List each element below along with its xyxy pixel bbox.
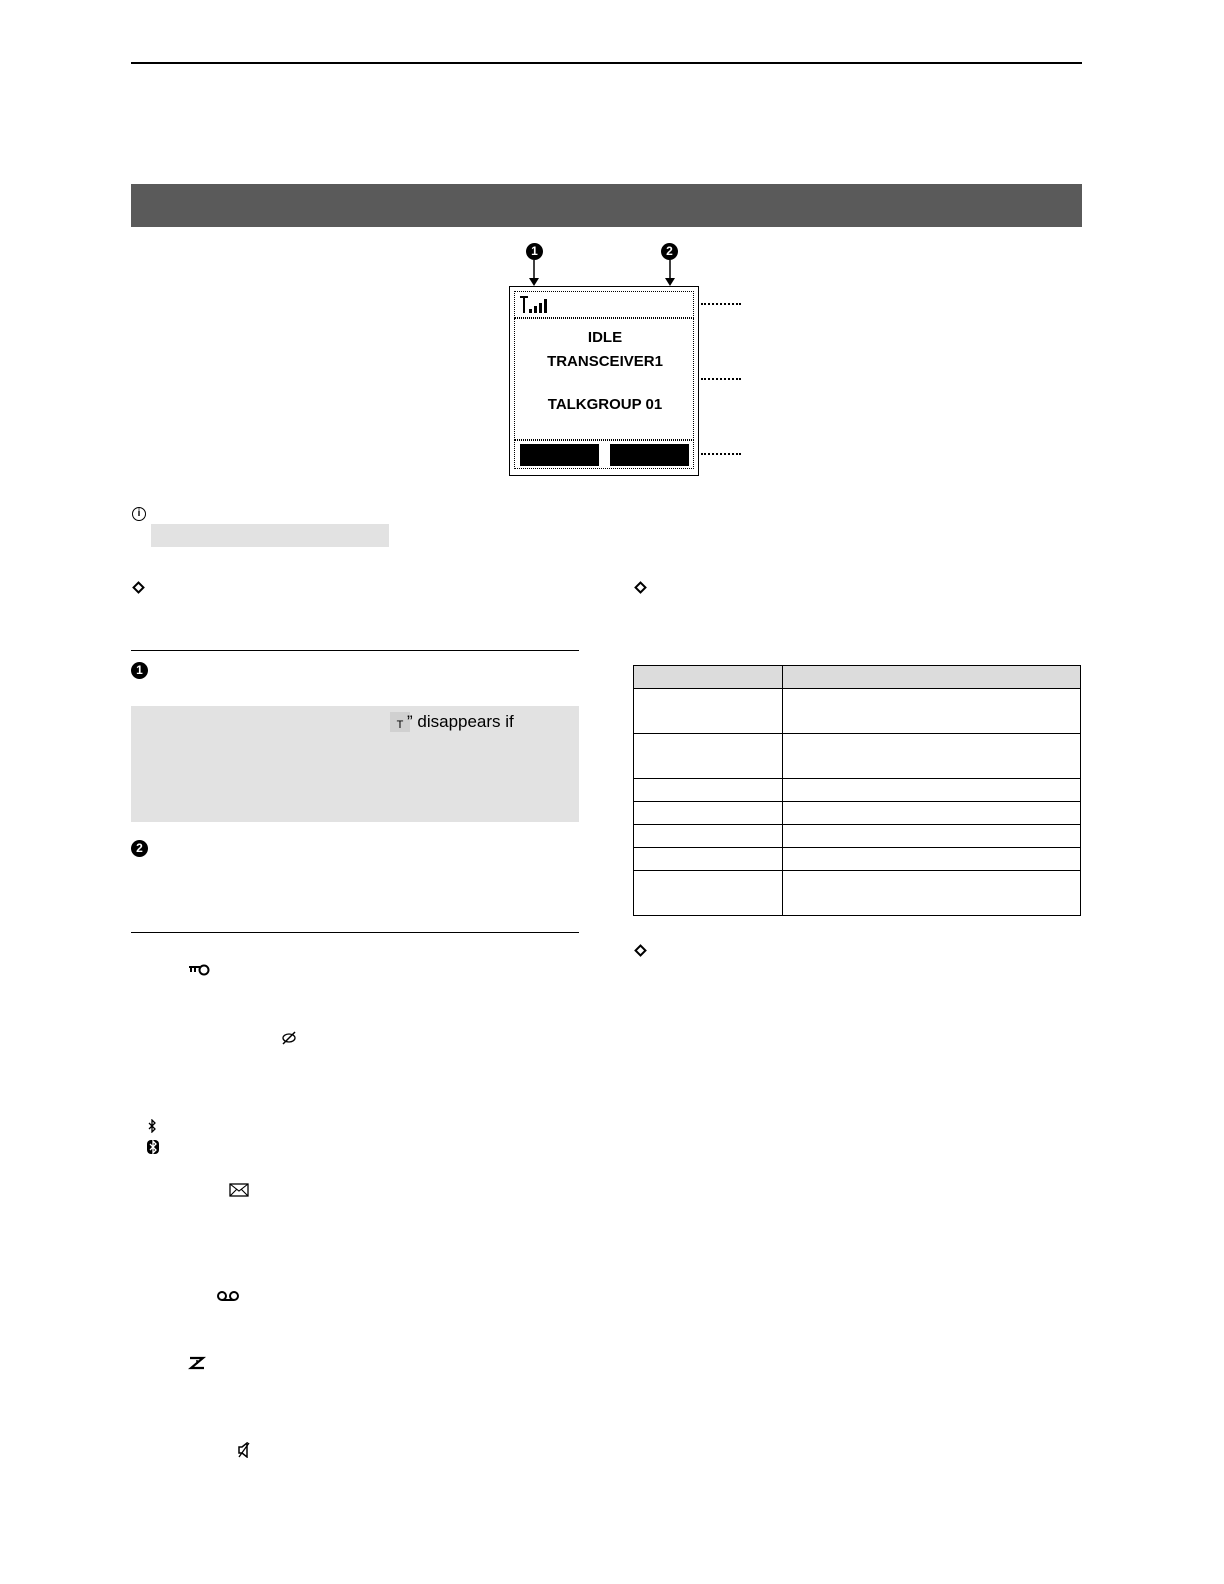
info-icon: i [132,507,146,521]
left-softkey [520,444,599,466]
info-note-highlight [151,524,389,547]
lcd-line-radio-id: TRANSCEIVER1 [547,353,663,370]
antenna-note-box [131,706,579,822]
key-icon [188,963,210,977]
callout-2-badge: 2 [661,243,678,260]
table-row [634,734,1081,779]
bluetooth-icon [147,1119,157,1133]
section-2-badge: 2 [131,840,148,857]
left-heading-diamond-icon [132,581,145,594]
right-heading-1-diamond-icon [634,581,647,594]
lcd-line-talkgroup: TALKGROUP 01 [547,396,663,413]
main-leader-line [701,378,741,380]
voicemail-icon [216,1289,240,1303]
softkey-leader-line [701,453,741,455]
left-rule-1 [131,650,579,651]
table-header-row [634,666,1081,689]
table-row [634,848,1081,871]
right-softkey [610,444,689,466]
table-row [634,825,1081,848]
table-row [634,689,1081,734]
section-1-badge: 1 [131,662,148,679]
right-heading-2-diamond-icon [634,944,647,957]
callout-1-badge: 1 [526,243,543,260]
lcd-line-status: IDLE [587,329,623,346]
bluetooth-connected-icon [146,1139,160,1155]
lcd-display [509,286,699,476]
lcd-softkey-area [514,440,694,469]
sleep-icon [188,1356,206,1370]
indicator-table [633,665,1081,916]
message-icon [229,1183,249,1197]
lcd-status-bar [514,291,694,318]
section-header-bar [131,184,1082,227]
scramble-off-icon [281,1031,297,1045]
table-row [634,871,1081,916]
top-rule [131,62,1082,64]
table-row [634,802,1081,825]
antenna-icon: T [390,712,410,732]
lcd-main-area [514,318,694,440]
antenna-note-text: ” disappears if [407,712,514,731]
status-leader-line [701,303,741,305]
table-row [634,779,1081,802]
speaker-icon [238,1442,250,1458]
left-rule-2 [131,932,579,933]
signal-strength-icon [518,295,552,315]
callout-arrows [520,258,680,288]
